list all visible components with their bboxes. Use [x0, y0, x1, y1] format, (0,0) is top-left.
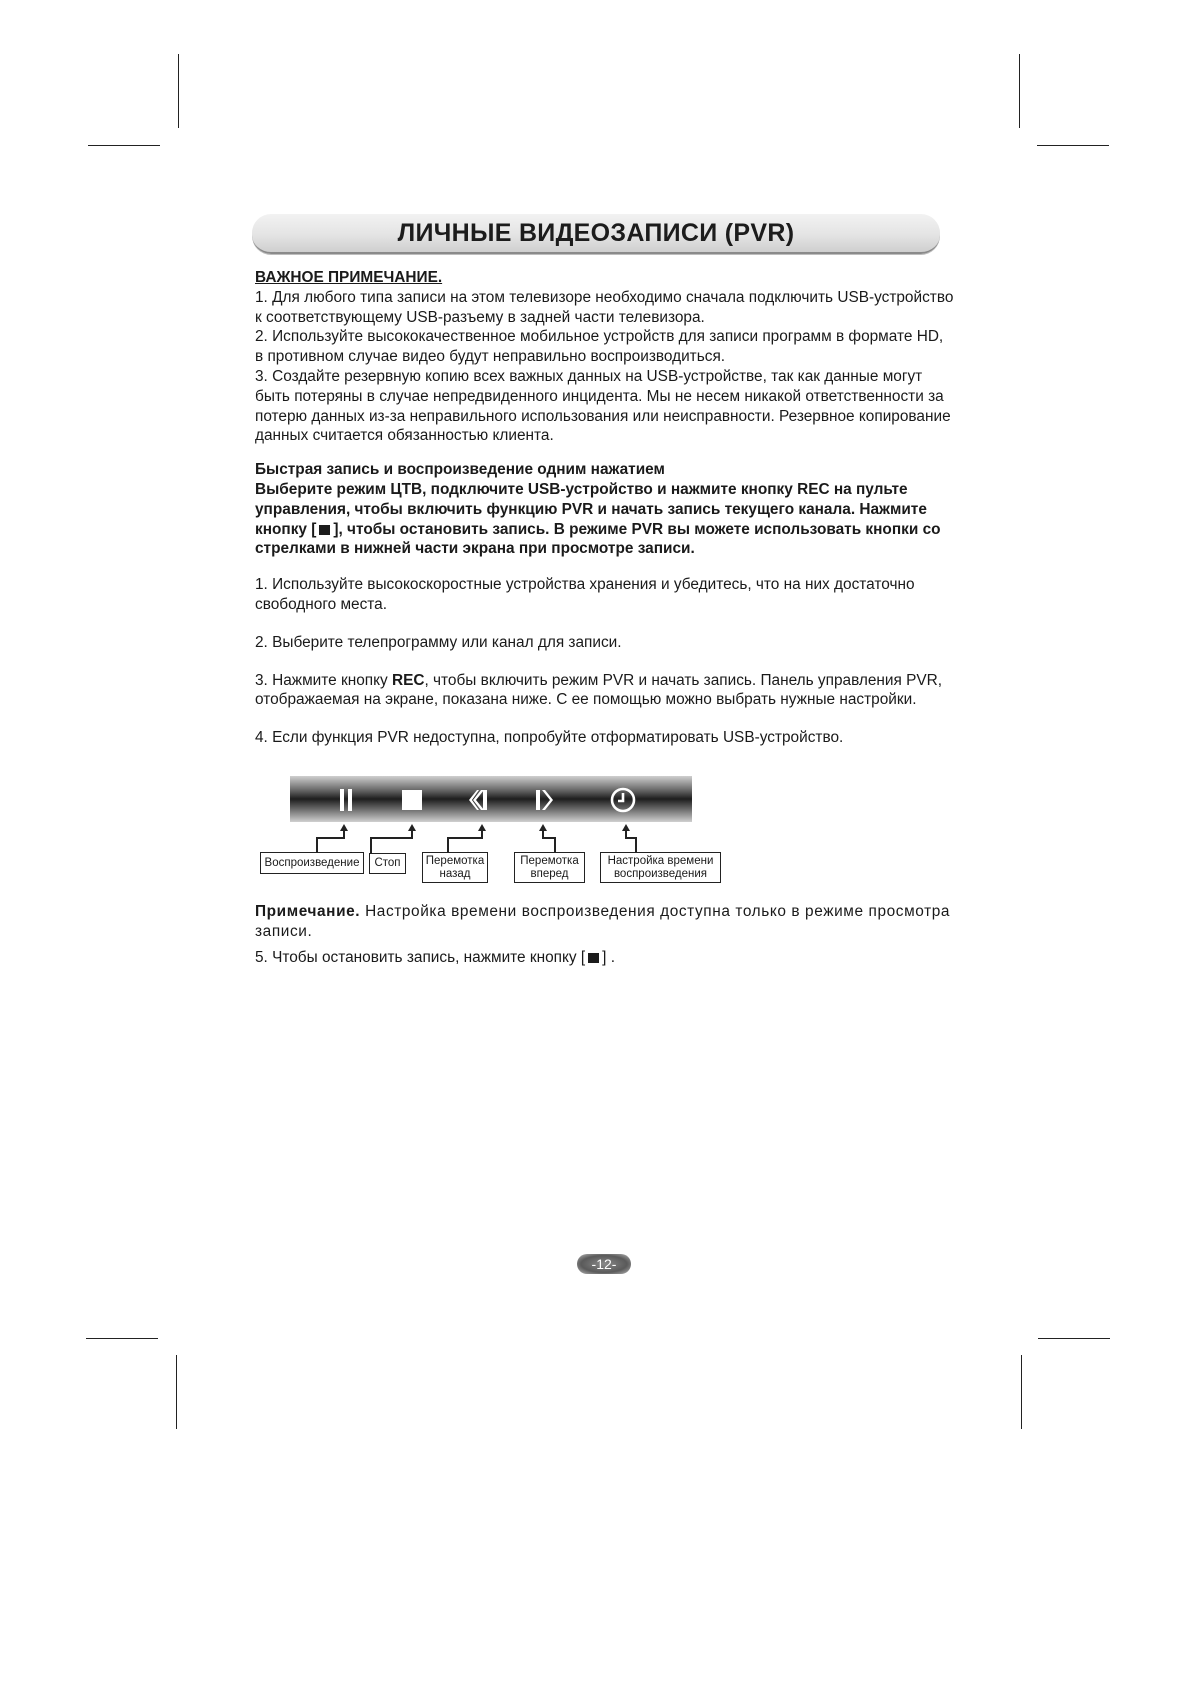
- note-label: Примечание.: [255, 903, 361, 920]
- stop-square-icon: [319, 525, 330, 535]
- connector-line: [316, 837, 345, 839]
- steps-section: [255, 575, 955, 748]
- rewind-icon: [466, 788, 490, 812]
- clock-icon: [610, 787, 636, 813]
- quick-paragraph: Выберите режим ЦТВ, подключите USB-устройство и нажмите кнопку REC на пульте управления, чтобы включить функцию PVR и начать запись текущего канала. Нажмите кнопку [ ], чтобы остановить запись. В режиме PVR вы можете использовать кнопки со стрелками в нижней части экрана при просмотре записи.: [255, 480, 941, 558]
- important-heading: ВАЖНОЕ ПРИМЕЧАНИЕ.: [255, 269, 443, 286]
- quick-heading: Быстрая запись и воспроизведение одним нажатием: [255, 461, 665, 479]
- pvr-control-bar: [290, 776, 692, 822]
- main-content: [255, 268, 955, 748]
- crop-mark: [1037, 145, 1109, 146]
- connector-line: [370, 837, 372, 854]
- crop-mark: [178, 54, 179, 128]
- fast-forward-icon: [533, 788, 557, 812]
- rec-key: REC: [797, 480, 830, 498]
- connector-line: [370, 837, 413, 839]
- label-rewind: Перемотка назад: [422, 852, 488, 883]
- stop-icon: [401, 789, 423, 811]
- label-stop: Стоп: [369, 853, 406, 874]
- step-5: 5. Чтобы остановить запись, нажмите кнопку [ ] .: [255, 949, 615, 966]
- important-section: [255, 268, 955, 446]
- important-item-2: 2. Используйте высококачественное мобильное устройств для записи программ в формате HD, в противном случае видео будут неправильно воспроизводиться.: [255, 328, 944, 366]
- stop-square-icon: [588, 953, 599, 963]
- quick-section: [255, 460, 955, 559]
- page-number: -12-: [577, 1254, 631, 1274]
- crop-mark: [1021, 1355, 1022, 1429]
- note-section: [255, 902, 955, 941]
- label-forward: Перемотка вперед: [514, 852, 585, 883]
- rec-key: REC: [391, 671, 425, 689]
- step-2: 2. Выберите телепрограмму или канал для записи.: [255, 633, 622, 651]
- note-text: Примечание. Настройка времени воспроизведения доступна только в режиме просмотра записи.: [255, 903, 951, 940]
- important-item-3: 3. Создайте резервную копию всех важных данных на USB-устройстве, так как данные могут быть потеряны в случае непредвиденного инцидента. Мы не несем никакой ответственности за потерю данных из-за неправильного использования или неисправности. Резервное копирование данных считается обязанностью клиента.: [255, 367, 951, 445]
- step-3: 3. Нажмите кнопку REC, чтобы включить режим PVR и начать запись. Панель управления PVR, отображаемая на экране, показана ниже. С ее помощью можно выбрать нужные настройки.: [255, 671, 943, 709]
- pause-icon: [338, 788, 354, 812]
- step-4: 4. Если функция PVR недоступна, попробуйте отформатировать USB-устройство.: [255, 729, 844, 747]
- step-1: 1. Используйте высокоскоростные устройства хранения и убедитесь, что на них достаточно свободного места.: [255, 576, 915, 613]
- important-item-1: 1. Для любого типа записи на этом телевизоре необходимо сначала подключить USB-устройство к соответствующему USB-разъему в задней части телевизора.: [255, 288, 954, 326]
- crop-mark: [88, 145, 160, 146]
- crop-mark: [1019, 54, 1020, 128]
- crop-mark: [176, 1355, 177, 1429]
- label-time-setting: Настройка времени воспроизведения: [600, 852, 721, 883]
- crop-mark: [86, 1338, 158, 1339]
- label-play: Воспроизведение: [260, 852, 364, 874]
- page-title-bar: [252, 214, 940, 254]
- crop-mark: [1038, 1338, 1110, 1339]
- page-title: ЛИЧНЫЕ ВИДЕОЗАПИСИ (PVR): [397, 218, 795, 247]
- connector-line: [447, 837, 483, 839]
